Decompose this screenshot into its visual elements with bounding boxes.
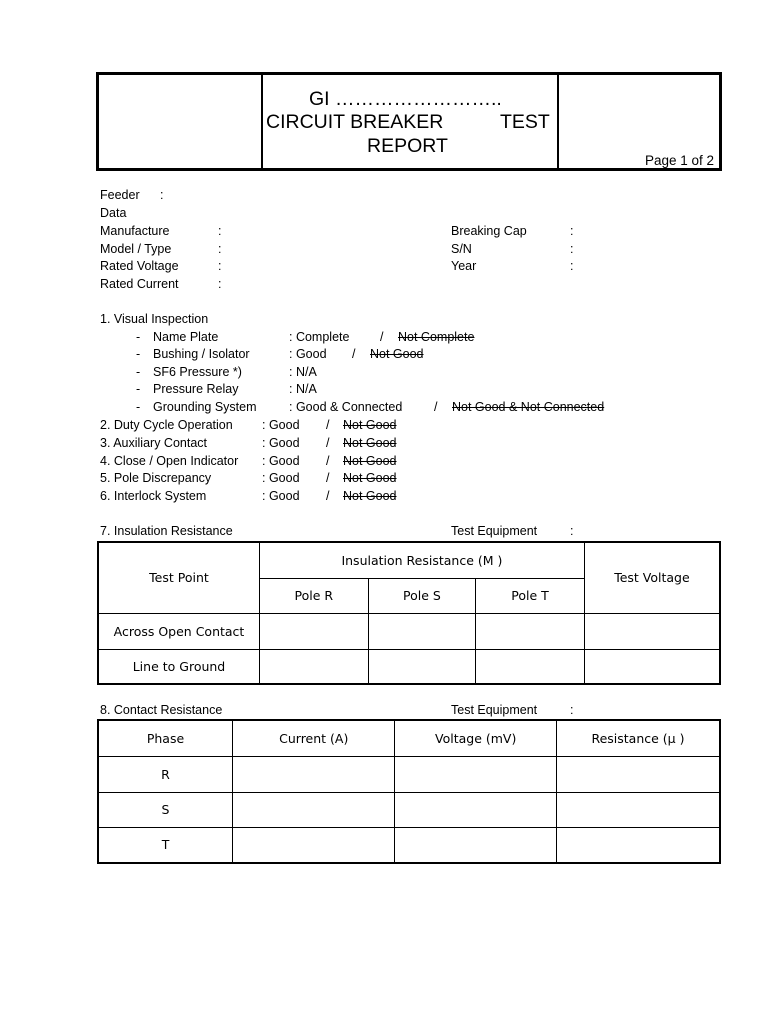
duty-cycle-alt: Not Good (343, 418, 397, 432)
cell-empty[interactable] (556, 792, 720, 827)
breaking-cap-label: Breaking Cap (451, 224, 527, 238)
duty-cycle-value: : Good (262, 418, 300, 432)
bushing-isolator-alt: Not Good (370, 347, 424, 361)
contact-resistance-table (97, 719, 721, 864)
header-divider-right (557, 75, 559, 168)
rated-voltage-label: Rated Voltage (100, 259, 179, 273)
separator: / (326, 454, 330, 468)
separator: / (434, 400, 438, 414)
pole-discrepancy-label: 5. Pole Discrepancy (100, 471, 212, 485)
table-row (98, 613, 720, 649)
table-row (98, 827, 720, 863)
sn-colon: : (570, 242, 574, 256)
pressure-relay-value: : N/A (289, 382, 317, 396)
phase-t: T (98, 827, 233, 863)
bushing-isolator-value: : Good (289, 347, 327, 361)
visual-inspection-heading: 1. Visual Inspection (100, 312, 209, 326)
contact-test-equipment-label: Test Equipment (451, 703, 538, 717)
header-test-point: Test Point (98, 542, 259, 613)
cell-empty[interactable] (233, 827, 395, 863)
header-pole-r: Pole R (259, 578, 368, 613)
cell-empty[interactable] (368, 649, 476, 684)
cell-empty[interactable] (584, 613, 720, 649)
sf6-pressure-label: SF6 Pressure *) (153, 365, 242, 379)
insulation-test-equipment-colon: : (570, 524, 574, 538)
cell-empty[interactable] (556, 827, 720, 863)
interlock-system-label: 6. Interlock System (100, 489, 207, 503)
header-test-voltage: Test Voltage (584, 542, 720, 613)
cell-empty[interactable] (584, 649, 720, 684)
separator: / (326, 489, 330, 503)
data-label: Data (100, 206, 127, 220)
cell-empty[interactable] (476, 649, 585, 684)
logo-area (99, 75, 259, 168)
table-row (98, 649, 720, 684)
cell-empty[interactable] (233, 792, 395, 827)
year-colon: : (570, 259, 574, 273)
insulation-heading: 7. Insulation Resistance (100, 524, 233, 538)
grounding-system-alt: Not Good & Not Connected (452, 400, 605, 414)
auxiliary-contact-label: 3. Auxiliary Contact (100, 436, 207, 450)
grounding-system-label: Grounding System (153, 400, 257, 414)
header-pole-t: Pole T (476, 578, 585, 613)
phase-r: R (98, 756, 233, 792)
rated-voltage-colon: : (218, 259, 222, 273)
separator: / (326, 418, 330, 432)
grounding-system-value: : Good & Connected (289, 400, 403, 414)
model-type-label: Model / Type (100, 242, 172, 256)
manufacture-colon: : (218, 224, 222, 238)
interlock-system-value: : Good (262, 489, 300, 503)
insulation-resistance-table (97, 541, 721, 685)
bushing-isolator-label: Bushing / Isolator (153, 347, 250, 361)
rated-current-label: Rated Current (100, 277, 179, 291)
year-label: Year (451, 259, 477, 273)
separator: / (352, 347, 356, 361)
close-open-indicator-alt: Not Good (343, 454, 397, 468)
sn-label: S/N (451, 242, 472, 256)
name-plate-label: Name Plate (153, 330, 219, 344)
contact-heading: 8. Contact Resistance (100, 703, 223, 717)
list-dash: - (136, 382, 141, 396)
list-dash: - (136, 330, 141, 344)
row-label-across-open-contact: Across Open Contact (98, 613, 259, 649)
cell-empty[interactable] (556, 756, 720, 792)
title-gi: GI …………………….. (309, 88, 502, 110)
header-divider-left (261, 75, 263, 168)
cell-empty[interactable] (395, 756, 556, 792)
row-label-line-to-ground: Line to Ground (98, 649, 259, 684)
interlock-system-alt: Not Good (343, 489, 397, 503)
cell-empty[interactable] (476, 613, 585, 649)
page-number: Page 1 of 2 (645, 153, 715, 168)
close-open-indicator-value: : Good (262, 454, 300, 468)
rated-current-colon: : (218, 277, 222, 291)
auxiliary-contact-value: : Good (262, 436, 300, 450)
feeder-label: Feeder (100, 188, 140, 202)
separator: / (326, 471, 330, 485)
header-pole-s: Pole S (368, 578, 476, 613)
insulation-test-equipment-label: Test Equipment (451, 524, 538, 538)
title-test: TEST (500, 111, 550, 133)
cell-empty[interactable] (259, 613, 368, 649)
name-plate-value: : Complete (289, 330, 350, 344)
name-plate-alt: Not Complete (398, 330, 475, 344)
list-dash: - (136, 400, 141, 414)
report-header (96, 72, 722, 171)
table-row (98, 756, 720, 792)
separator: / (326, 436, 330, 450)
header-resistance: Resistance (µ ) (556, 720, 720, 756)
pressure-relay-label: Pressure Relay (153, 382, 239, 396)
separator: / (380, 330, 384, 344)
manufacture-label: Manufacture (100, 224, 170, 238)
cell-empty[interactable] (368, 613, 476, 649)
model-type-colon: : (218, 242, 222, 256)
breaking-cap-colon: : (570, 224, 574, 238)
auxiliary-contact-alt: Not Good (343, 436, 397, 450)
table-row (98, 792, 720, 827)
cell-empty[interactable] (395, 792, 556, 827)
pole-discrepancy-alt: Not Good (343, 471, 397, 485)
list-dash: - (136, 365, 141, 379)
header-current: Current (A) (233, 720, 395, 756)
contact-test-equipment-colon: : (570, 703, 574, 717)
header-phase: Phase (98, 720, 233, 756)
cell-empty[interactable] (259, 649, 368, 684)
title-circuit-breaker: CIRCUIT BREAKER (266, 111, 444, 133)
phase-s: S (98, 792, 233, 827)
header-voltage: Voltage (mV) (395, 720, 556, 756)
sf6-pressure-value: : N/A (289, 365, 317, 379)
title-report: REPORT (367, 135, 448, 157)
header-insulation-resistance: Insulation Resistance (M ) (259, 542, 584, 578)
list-dash: - (136, 347, 141, 361)
duty-cycle-label: 2. Duty Cycle Operation (100, 418, 233, 432)
cell-empty[interactable] (395, 827, 556, 863)
feeder-colon: : (160, 188, 164, 202)
cell-empty[interactable] (233, 756, 395, 792)
pole-discrepancy-value: : Good (262, 471, 300, 485)
close-open-indicator-label: 4. Close / Open Indicator (100, 454, 239, 468)
